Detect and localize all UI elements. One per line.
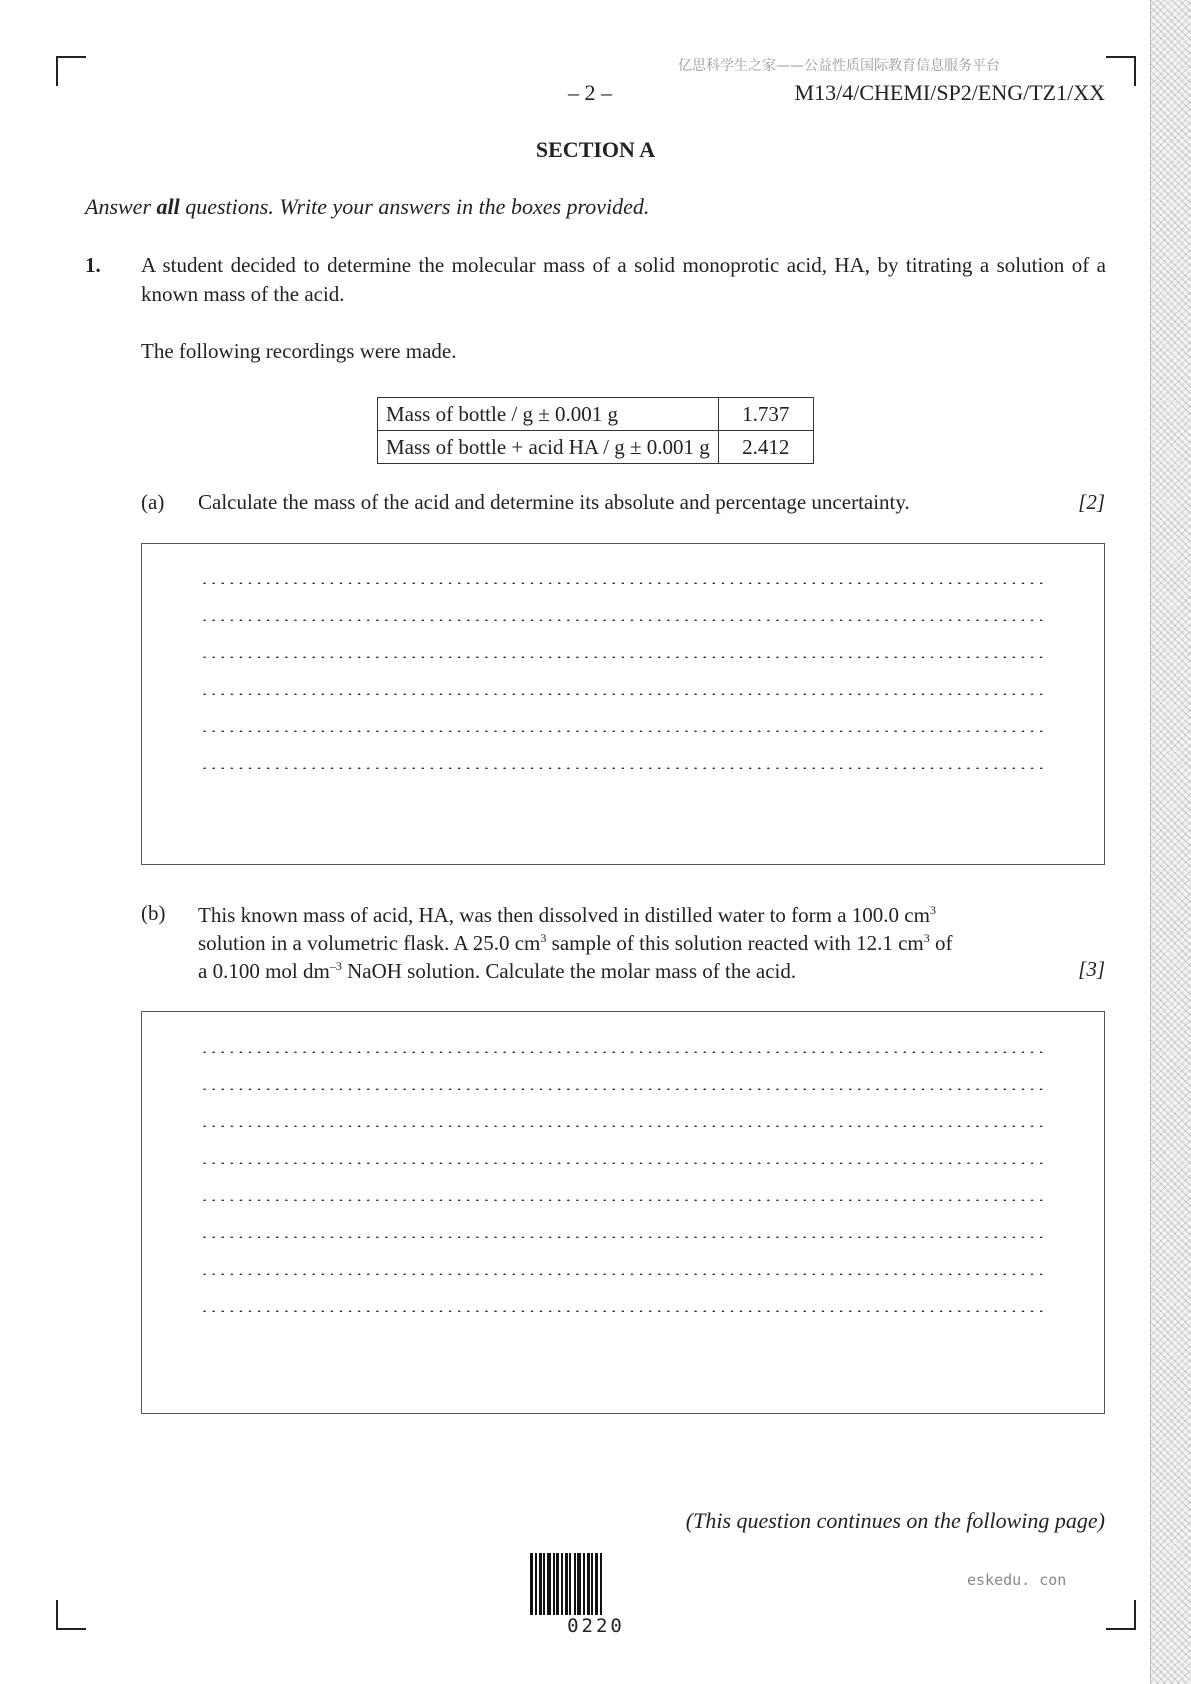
answer-line <box>200 1162 1048 1164</box>
answer-line <box>200 767 1048 769</box>
table-cell-label: Mass of bottle / g ± 0.001 g <box>378 398 719 431</box>
part-b-line-3 <box>198 957 1060 985</box>
answer-line <box>200 1051 1048 1053</box>
crop-mark-top-left <box>56 56 86 86</box>
crop-mark-top-right <box>1106 56 1136 86</box>
part-b-text-segment: This known mass of acid, HA, was then dissolved in distilled water to form a 100.0 cm <box>198 903 930 927</box>
answer-line <box>200 656 1048 658</box>
barcode-bar <box>600 1553 602 1615</box>
part-b-answer-box[interactable] <box>141 1011 1105 1414</box>
barcode <box>530 1553 662 1637</box>
answer-line <box>200 619 1048 621</box>
security-edge-strip <box>1150 0 1191 1684</box>
part-a-answer-lines <box>200 582 1048 769</box>
answer-line <box>200 730 1048 732</box>
part-b-text-segment: of <box>929 931 953 955</box>
part-b-text-segment: a 0.100 mol dm <box>198 959 330 983</box>
superscript: –3 <box>329 959 342 973</box>
answer-line <box>200 582 1048 584</box>
answer-line <box>200 1310 1048 1312</box>
recordings-table <box>377 397 814 464</box>
part-b-label: (b) <box>141 901 166 925</box>
part-b-line-1 <box>198 901 1060 929</box>
question-number: 1. <box>85 253 101 277</box>
part-b-marks: [3] <box>1078 957 1105 981</box>
part-a-marks: [2] <box>1078 490 1105 514</box>
instruction-text-rest: questions. Write your answers in the boxes provided. <box>179 194 650 219</box>
part-a-text: Calculate the mass of the acid and determine its absolute and percentage uncertainty. <box>198 490 910 514</box>
superscript: 3 <box>923 931 930 945</box>
table-row <box>378 398 814 431</box>
question-intro: A student decided to determine the molecular mass of a solid monoprotic acid, HA, by titrating a solution of a known mass of the acid. <box>141 253 1106 306</box>
table-cell-value: 1.737 <box>718 398 813 431</box>
page-number: – 2 – <box>568 80 612 105</box>
instruction-text: Answer <box>85 194 157 219</box>
part-b-text-segment: solution in a volumetric flask. A 25.0 cm <box>198 931 541 955</box>
table-cell-value: 2.412 <box>718 431 813 464</box>
site-watermark: eskedu. con <box>967 1571 1067 1589</box>
watermark-text: 亿思科学生之家——公益性质国际教育信息服务平台 <box>678 58 1000 74</box>
recordings-lead: The following recordings were made. <box>141 339 457 363</box>
answer-line <box>200 1236 1048 1238</box>
paper-code: M13/4/CHEMI/SP2/ENG/TZ1/XX <box>794 80 1105 105</box>
answer-line <box>200 1125 1048 1127</box>
table-cell-label: Mass of bottle + acid HA / g ± 0.001 g <box>378 431 719 464</box>
barcode-number: 0220 <box>567 1615 625 1637</box>
answer-line <box>200 693 1048 695</box>
superscript: 3 <box>540 931 547 945</box>
part-b-text <box>198 901 1060 985</box>
crop-mark-bottom-right <box>1106 1600 1136 1630</box>
section-title: SECTION A <box>535 137 656 162</box>
crop-mark-bottom-left <box>56 1600 86 1630</box>
table-row <box>378 431 814 464</box>
part-b-answer-lines <box>200 1051 1048 1312</box>
answer-line <box>200 1088 1048 1090</box>
section-instruction <box>85 194 649 220</box>
part-b-text-segment: NaOH solution. Calculate the molar mass of the acid. <box>341 959 797 983</box>
answer-line <box>200 1199 1048 1201</box>
part-b-line-2 <box>198 929 1060 957</box>
continues-note: (This question continues on the following page) <box>685 1508 1105 1533</box>
answer-line <box>200 1273 1048 1275</box>
barcode-bars <box>530 1553 662 1615</box>
superscript: 3 <box>929 903 936 917</box>
instruction-emphasis: all <box>156 194 180 219</box>
part-a-answer-box[interactable] <box>141 543 1105 865</box>
part-a-label: (a) <box>141 490 165 514</box>
part-b-text-segment: sample of this solution reacted with 12.1 cm <box>546 931 924 955</box>
